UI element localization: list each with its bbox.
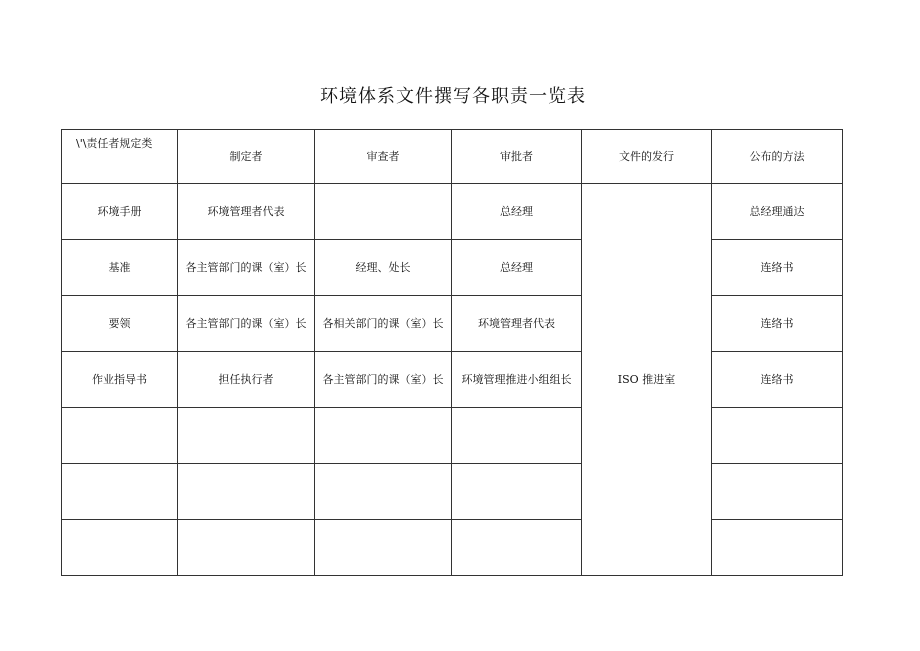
approver-cell: 总经理 [452, 184, 582, 240]
reviewer-header: 审查者 [315, 130, 452, 184]
document-type-cell [62, 464, 178, 520]
table-row [62, 240, 843, 296]
document-type-cell: 作业指导书 [62, 352, 178, 408]
publish-method-cell: 连络书 [712, 352, 843, 408]
issuer-merged-cell [582, 184, 712, 576]
table-row [62, 296, 843, 352]
table-header-row [62, 130, 843, 184]
table-row [62, 520, 843, 576]
reviewer-cell: 经理、处长 [315, 240, 452, 296]
publish-method-cell: 连络书 [712, 240, 843, 296]
table-row [62, 352, 843, 408]
maker-cell: 各主管部门的课（室）长 [178, 296, 315, 352]
reviewer-cell [315, 520, 452, 576]
corner-header-label: \'\责任者规定类 [76, 137, 153, 150]
maker-cell [178, 464, 315, 520]
maker-header: 制定者 [178, 130, 315, 184]
approver-cell [452, 520, 582, 576]
publish-method-cell [712, 464, 843, 520]
approver-cell [452, 408, 582, 464]
approver-cell: 总经理 [452, 240, 582, 296]
approver-cell: 环境管理者代表 [452, 296, 582, 352]
document-type-cell: 要领 [62, 296, 178, 352]
issuer-zh-text: 推进室 [642, 372, 676, 386]
table-row [62, 464, 843, 520]
publish-method-cell: 总经理通达 [712, 184, 843, 240]
publish-method-cell [712, 408, 843, 464]
maker-cell: 各主管部门的课（室）长 [178, 240, 315, 296]
approver-cell [452, 464, 582, 520]
document-type-cell [62, 520, 178, 576]
document-title: 环境体系文件撰写各职责一览表 [320, 86, 586, 107]
reviewer-cell [315, 464, 452, 520]
maker-cell [178, 408, 315, 464]
maker-cell: 环境管理者代表 [178, 184, 315, 240]
issuer-latin-text: ISO [617, 372, 639, 386]
document-type-cell [62, 408, 178, 464]
document-type-cell: 基准 [62, 240, 178, 296]
maker-cell: 担任执行者 [178, 352, 315, 408]
issuer-header: 文件的发行 [582, 130, 712, 184]
reviewer-cell [315, 184, 452, 240]
reviewer-cell [315, 408, 452, 464]
table-row [62, 184, 843, 240]
corner-header-cell [62, 130, 178, 184]
table-row [62, 408, 843, 464]
responsibility-table [61, 129, 843, 576]
approver-header: 审批者 [452, 130, 582, 184]
document-type-cell: 环境手册 [62, 184, 178, 240]
reviewer-cell: 各相关部门的课（室）长 [315, 296, 452, 352]
maker-cell [178, 520, 315, 576]
publish-method-cell [712, 520, 843, 576]
publish-method-header: 公布的方法 [712, 130, 843, 184]
approver-cell: 环境管理推进小组组长 [452, 352, 582, 408]
publish-method-cell: 连络书 [712, 296, 843, 352]
reviewer-cell: 各主管部门的课（室）长 [315, 352, 452, 408]
